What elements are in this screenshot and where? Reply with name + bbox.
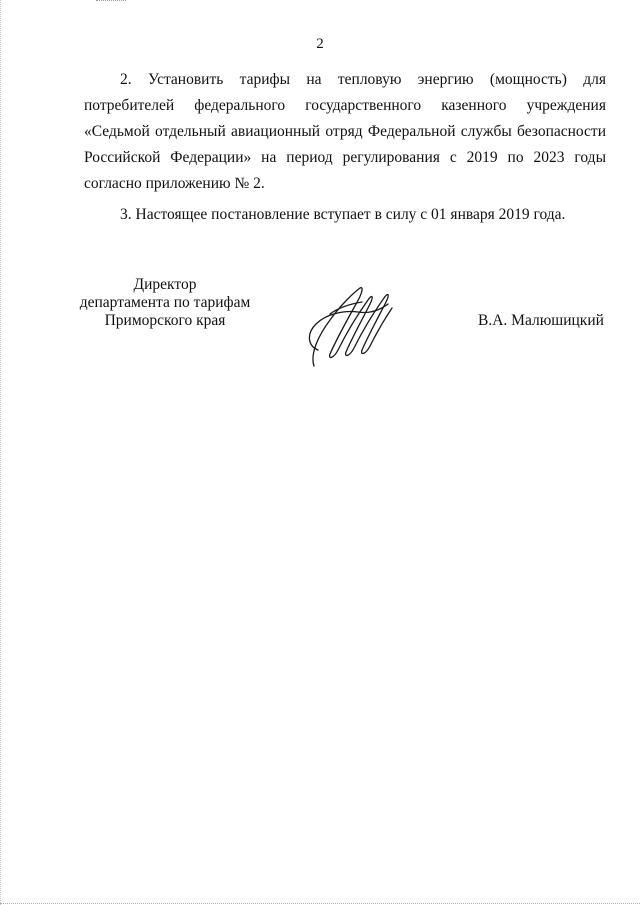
scan-edge-left [0, 0, 2, 905]
page-number: 2 [316, 36, 324, 52]
signer-title-line: департамента по тарифам [79, 294, 251, 311]
signer-title-line: Директор [133, 276, 197, 293]
scan-mark-top [96, 0, 126, 4]
handwritten-signature [300, 284, 396, 368]
scan-edge-bottom [0, 902, 640, 904]
paragraph-tariffs: 2. Установить тарифы на тепловую энергию (мощность) для потребителей федерального государственного казенного учреждения «Седьмой отдельный авиационный отряд Федеральной службы безопасности Российской Федерации» на период регулирования с 2019 по 2023 годы согласно приложению № 2. [84, 71, 606, 192]
paragraph-effective-date: 3. Настоящее постановление вступает в силу с 01 января 2019 года. [120, 206, 566, 223]
document-body [84, 67, 606, 228]
signer-name: В.А. Малюшицкий [478, 312, 604, 329]
signer-title [70, 276, 260, 330]
signer-title-line: Приморского края [104, 312, 226, 329]
